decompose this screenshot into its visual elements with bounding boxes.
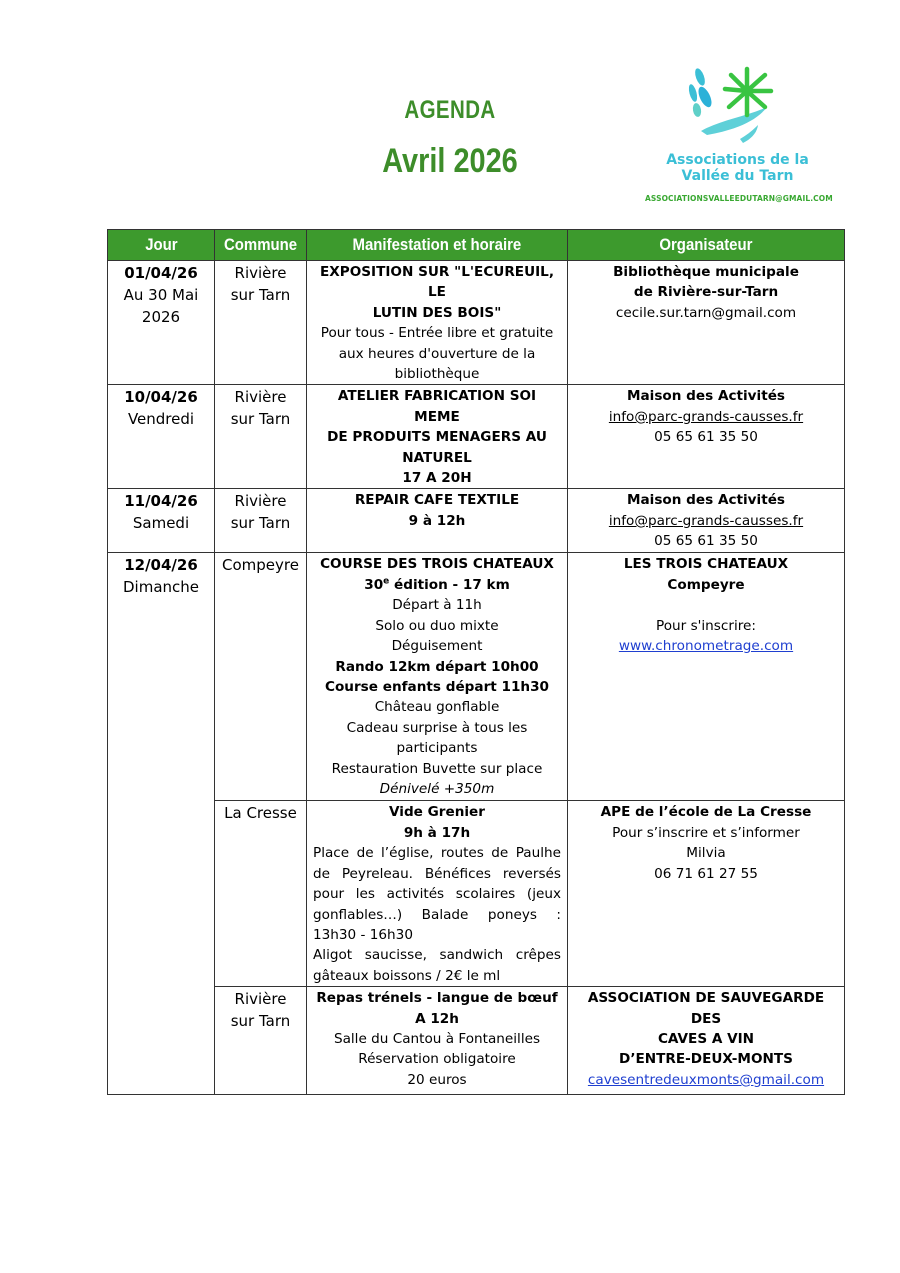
email-link[interactable]: cavesentredeuxmonts@gmail.com [587, 1071, 825, 1088]
cell-organisateur: APE de l’école de La Cresse Pour s’inscrire et s’informer Milvia 06 71 61 27 55 [568, 801, 845, 987]
email-link[interactable]: info@parc-grands-causses.fr [608, 512, 804, 529]
cell-commune: Rivière sur Tarn [215, 385, 307, 489]
header-jour: Jour [108, 230, 215, 261]
cell-organisateur: Maison des Activités info@parc-grands-causses.fr 05 65 61 35 50 [568, 489, 845, 553]
cell-manifestation: COURSE DES TROIS CHATEAUX 30e édition - 17 km Départ à 11h Solo ou duo mixte Déguisement Rando 12km départ 10h00 Course enfants départ 11h30 Château gonflable Cadeau surprise à tous les participants Restauration Buvette sur place Dénivelé +350m [307, 553, 568, 801]
header-manifestation: Manifestation et horaire [307, 230, 568, 261]
cell-jour: 10/04/26 Vendredi [108, 385, 215, 489]
cell-organisateur: LES TROIS CHATEAUX Compeyre Pour s'inscrire: www.chronometrage.com [568, 553, 845, 801]
table-header-row [108, 230, 845, 261]
agenda-title: AGENDA [404, 96, 496, 124]
cell-manifestation: REPAIR CAFE TEXTILE 9 à 12h [307, 489, 568, 553]
table-row [108, 801, 845, 987]
agenda-table [107, 229, 845, 1095]
table-row [108, 987, 845, 1095]
header-commune: Commune [215, 230, 307, 261]
cell-organisateur: ASSOCIATION DE SAUVEGARDE DES CAVES A VIN D’ENTRE-DEUX-MONTS cavesentredeuxmonts@gmail.com [568, 987, 845, 1095]
cell-organisateur: Maison des Activités info@parc-grands-causses.fr 05 65 61 35 50 [568, 385, 845, 489]
cell-organisateur: Bibliothèque municipale de Rivière-sur-Tarn cecile.sur.tarn@gmail.com [568, 261, 845, 385]
email-link[interactable]: info@parc-grands-causses.fr [608, 408, 804, 425]
logo-line-1: Associations de la [666, 152, 809, 168]
logo-email: ASSOCIATIONSVALLEEDUTARN@GMAIL.COM [645, 194, 833, 203]
table-row [108, 385, 845, 489]
cell-jour: 01/04/26 Au 30 Mai 2026 [108, 261, 215, 385]
association-logo [645, 60, 833, 210]
cell-manifestation: EXPOSITION SUR "L'ECUREUIL, LE LUTIN DES BOIS" Pour tous - Entrée libre et gratuite aux heures d'ouverture de la bibliothèque [307, 261, 568, 385]
cell-commune: Rivière sur Tarn [215, 489, 307, 553]
cell-manifestation: ATELIER FABRICATION SOI MEME DE PRODUITS MENAGERS AU NATUREL 17 A 20H [307, 385, 568, 489]
cell-jour: 12/04/26 Dimanche [108, 553, 215, 1095]
table-row [108, 489, 845, 553]
logo-line-2: Vallée du Tarn [681, 168, 794, 184]
website-link[interactable]: www.chronometrage.com [618, 638, 794, 655]
cell-manifestation: Repas trénels - langue de bœuf A 12h Salle du Cantou à Fontaneilles Réservation obligatoire 20 euros [307, 987, 568, 1095]
cell-commune: La Cresse [215, 801, 307, 987]
table-row [108, 261, 845, 385]
cell-commune: Rivière sur Tarn [215, 261, 307, 385]
cell-commune: Compeyre [215, 553, 307, 801]
table-row [108, 553, 845, 801]
cell-manifestation: Vide Grenier 9h à 17h Place de l’église, routes de Paulhe de Peyreleau. Bénéfices reversés pour les activités scolaires (jeux gonflables…) Balade poneys : 13h30 - 16h30 Aligot saucisse, sandwich crêpes gâteaux boissons / 2€ le ml [307, 801, 568, 987]
cell-jour: 11/04/26 Samedi [108, 489, 215, 553]
cell-commune: Rivière sur Tarn [215, 987, 307, 1095]
logo-graphic-icon [685, 65, 785, 150]
month-title: Avril 2026 [382, 142, 518, 180]
header-organisateur: Organisateur [568, 230, 845, 261]
